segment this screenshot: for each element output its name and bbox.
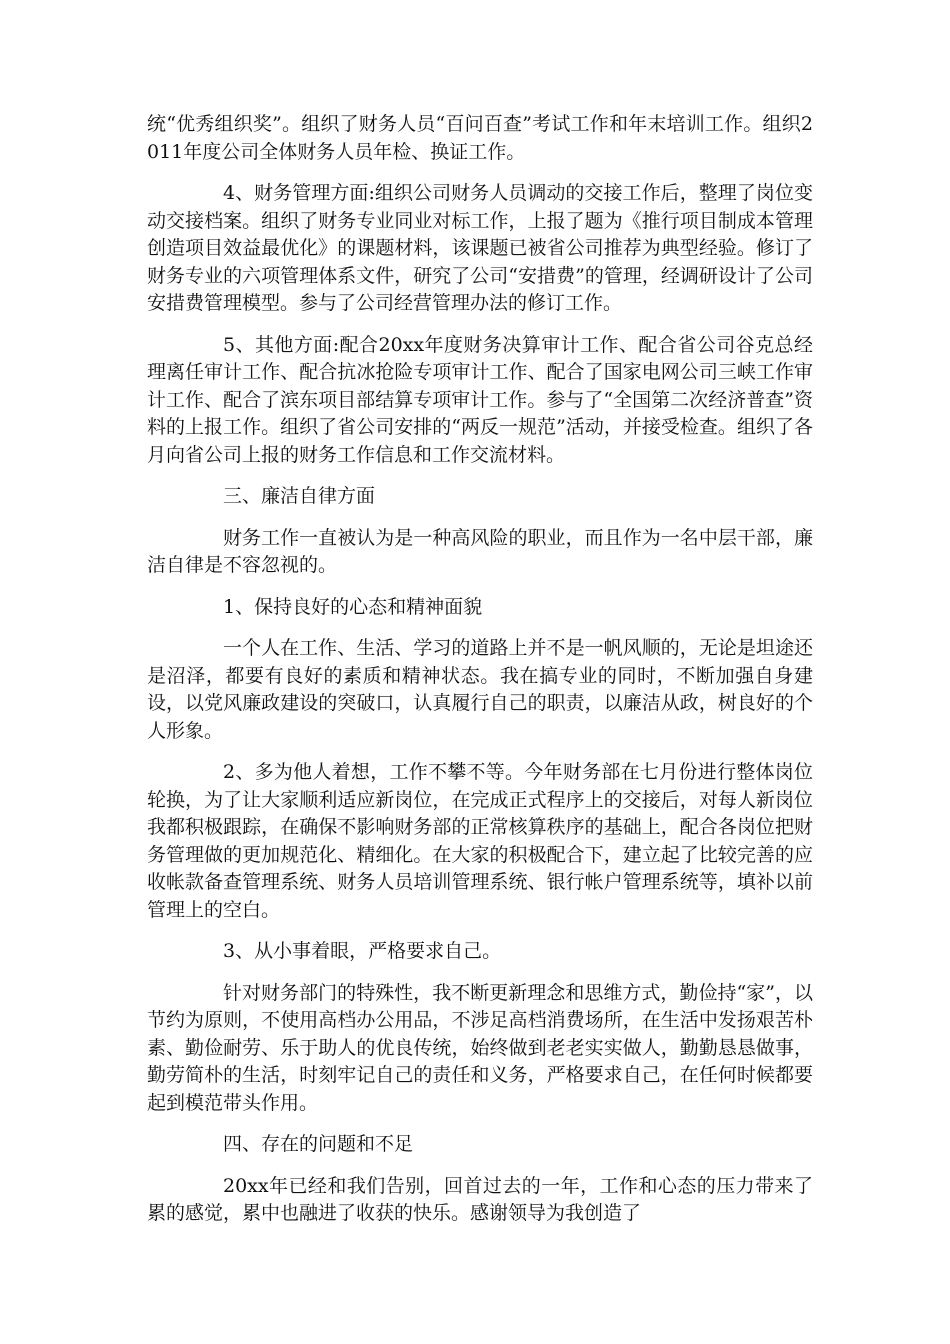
paragraph-continuation: 统“优秀组织奖”。组织了财务人员“百问百查”考试工作和年末培训工作。组织2011年度公司全体财务人员年检、换证工作。	[147, 113, 813, 163]
paragraph-small-things: 针对财务部门的特殊性，我不断更新理念和思维方式，勤俭持“家”，以节约为原则，不使用高档办公用品，不涉足高档消费场所，在生活中发扬艰苦朴素、勤俭耐劳、乐于助人的优良传统，始终做到老老实实做人，勤勤恳恳做事，勤劳简朴的生活，时刻牢记自己的责任和义务，严格要求自己，在任何时候都要起到模范带头作用。	[147, 981, 813, 1114]
section-heading-problems: 四、存在的问题和不足	[223, 1133, 414, 1155]
paragraph-good-attitude: 一个人在工作、生活、学习的道路上并不是一帆风顺的，无论是坦途还是沼泽，都要有良好的素质和精神状态。我在搞专业的同时，不断加强自身建设，以党风廉政建设的突破口，认真履行自己的职责，以廉洁从政，树良好的个人形象。	[147, 637, 813, 742]
paragraph-problems: 20xx年已经和我们告别，回首过去的一年，工作和心态的压力带来了累的感觉，累中也融进了收获的快乐。感谢领导为我创造了	[147, 1174, 813, 1224]
paragraph-financial-management: 4、财务管理方面:组织公司财务人员调动的交接工作后，整理了岗位变动交接档案。组织了财务专业同业对标工作，上报了题为《推行项目制成本管理 创造项目效益最优化》的课题材料，该课题已被省公司推荐为典型经验。修订了财务专业的六项管理体系文件，研究了公司“安措费”的管理，经调研设计了公司安措费管理模型。参与了公司经营管理办法的修订工作。	[147, 182, 813, 314]
subheading-good-attitude: 1、保持良好的心态和精神面貌	[223, 595, 483, 618]
paragraph-think-for-others: 2、多为他人着想，工作不攀不等。今年财务部在七月份进行整体岗位轮换，为了让大家顺利适应新岗位，在完成正式程序上的交接后，对每人新岗位我都积极跟踪，在确保不影响财务部的正常核算秩序的基础上，配合各岗位把财务管理做的更加规范化、精细化。在大家的积极配合下，建立起了比较完善的应收帐款备查管理系统、财务人员培训管理系统、银行帐户管理系统等，填补以前管理上的空白。	[147, 761, 813, 921]
subheading-small-things: 3、从小事着眼，严格要求自己。	[223, 940, 502, 962]
paragraph-other-aspects: 5、其他方面:配合20xx年度财务决算审计工作、配合省公司谷克总经理离任审计工作、配合抗冰抢险专项审计工作、配合了国家电网公司三峡工作审计工作、配合了滨东项目部结算专项审计工作。参与了“全国第二次经济普查”资料的上报工作。组织了省公司安排的“两反一规范”活动，并接受检查。组织了各月向省公司上报的财务工作信息和工作交流材料。	[147, 333, 813, 466]
section-heading-integrity: 三、廉洁自律方面	[223, 485, 376, 507]
paragraph-integrity-intro: 财务工作一直被认为是一种高风险的职业，而且作为一名中层干部，廉洁自律是不容忽视的。	[147, 526, 813, 576]
document-body	[147, 111, 813, 1242]
